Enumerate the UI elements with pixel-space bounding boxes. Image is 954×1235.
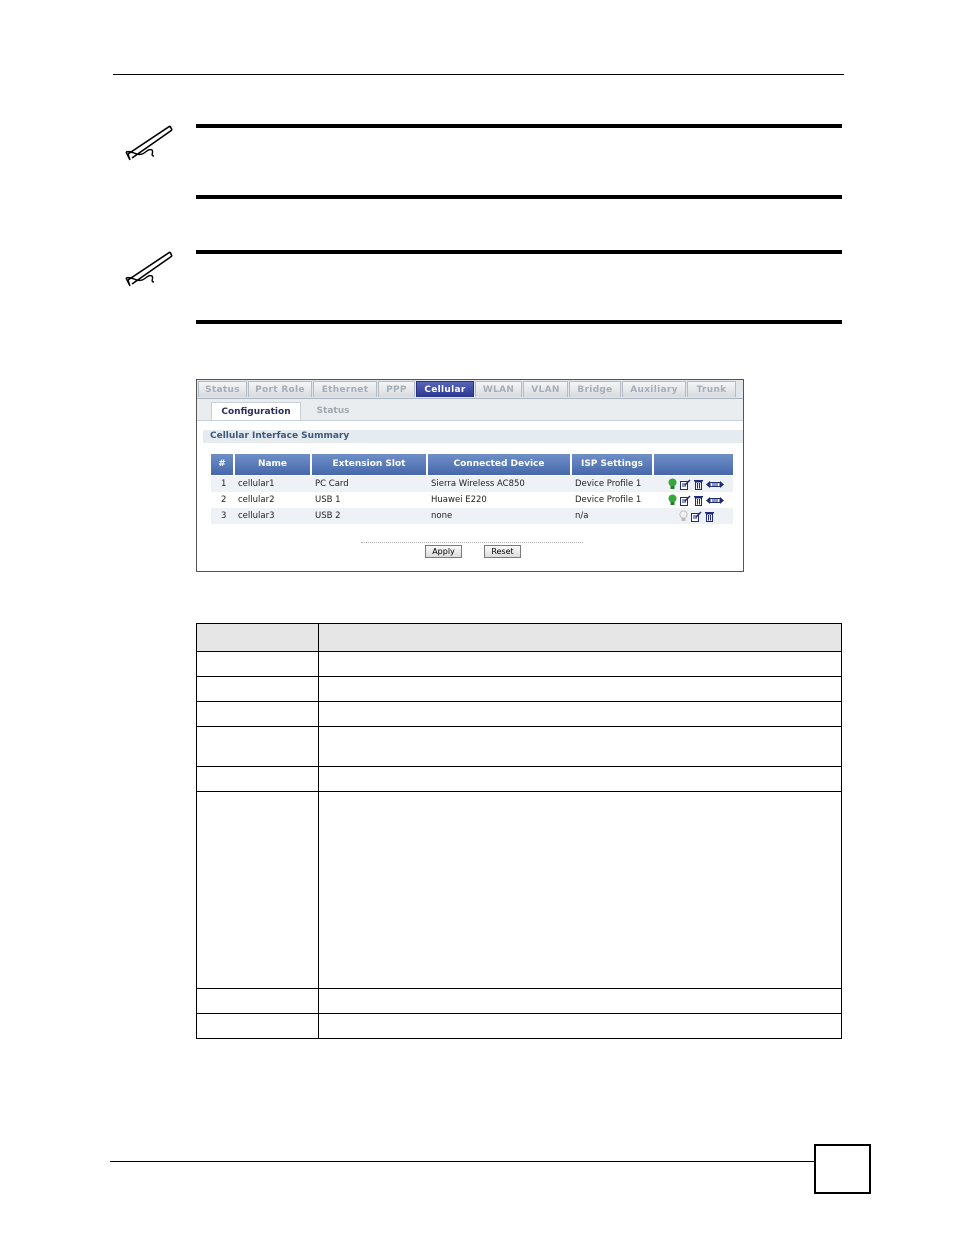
column-header-isp-settings: ISP Settings xyxy=(572,454,654,475)
tab-bridge[interactable]: Bridge xyxy=(569,381,621,397)
row-connected-device: Sierra Wireless AC850 xyxy=(431,479,525,489)
bulb-active-icon[interactable] xyxy=(668,478,677,490)
row-name: cellular2 xyxy=(238,495,275,505)
apply-button[interactable]: Apply xyxy=(425,545,462,558)
tab-auxiliary[interactable]: Auxiliary xyxy=(622,381,686,397)
table-cell xyxy=(197,677,319,702)
connect-icon[interactable] xyxy=(706,496,724,505)
table-cell xyxy=(197,1014,319,1039)
edit-icon[interactable] xyxy=(680,495,691,506)
note-bottom-rule xyxy=(196,320,842,324)
subtab-configuration[interactable]: Configuration xyxy=(211,402,301,420)
table-cell xyxy=(319,1014,842,1039)
page-number-box xyxy=(814,1144,871,1194)
row-actions xyxy=(668,478,724,490)
row-name: cellular3 xyxy=(238,511,275,521)
tab-wlan[interactable]: WLAN xyxy=(475,381,522,397)
delete-icon[interactable] xyxy=(694,479,703,490)
table-row xyxy=(197,702,842,727)
table-cell xyxy=(197,989,319,1014)
table-cell xyxy=(319,792,842,989)
row-connected-device: none xyxy=(431,511,453,521)
sub-tab-bar xyxy=(197,399,743,421)
row-number: 3 xyxy=(221,511,227,521)
note-bottom-rule xyxy=(196,195,842,199)
section-title: Cellular Interface Summary xyxy=(203,430,743,443)
table-cell xyxy=(319,727,842,767)
footer-rule xyxy=(110,1161,814,1162)
header-rule xyxy=(113,74,844,75)
table-cell xyxy=(319,767,842,792)
table-cell xyxy=(319,652,842,677)
row-extension-slot: PC Card xyxy=(315,479,349,489)
table-row xyxy=(211,492,733,508)
field-description-table xyxy=(196,623,842,1039)
table-cell xyxy=(197,624,319,652)
subtab-status[interactable]: Status xyxy=(316,406,350,416)
row-actions xyxy=(679,510,714,522)
tab-status[interactable]: Status xyxy=(198,381,247,397)
tab-port-role[interactable]: Port Role xyxy=(248,381,312,397)
column-header-extension-slot: Extension Slot xyxy=(312,454,428,475)
tab-cellular[interactable]: Cellular xyxy=(416,381,474,397)
table-cell xyxy=(197,767,319,792)
column-header-number: # xyxy=(211,454,235,475)
table-row xyxy=(197,652,842,677)
table-row xyxy=(197,989,842,1014)
row-connected-device: Huawei E220 xyxy=(431,495,487,505)
connect-icon[interactable] xyxy=(706,480,724,489)
table-row xyxy=(211,508,733,524)
row-isp-settings: Device Profile 1 xyxy=(575,479,642,489)
column-header-name: Name xyxy=(235,454,312,475)
tab-ppp[interactable]: PPP xyxy=(378,381,415,397)
row-extension-slot: USB 1 xyxy=(315,495,341,505)
row-number: 1 xyxy=(221,479,227,489)
note-pencil-icon xyxy=(124,122,176,162)
row-isp-settings: n/a xyxy=(575,511,589,521)
row-number: 2 xyxy=(221,495,227,505)
table-row xyxy=(197,677,842,702)
row-name: cellular1 xyxy=(238,479,275,489)
table-cell xyxy=(197,652,319,677)
table-row xyxy=(197,767,842,792)
row-extension-slot: USB 2 xyxy=(315,511,341,521)
table-header-row xyxy=(197,624,842,652)
row-isp-settings: Device Profile 1 xyxy=(575,495,642,505)
tab-bar xyxy=(197,380,743,399)
note-pencil-icon xyxy=(124,248,176,288)
table-cell xyxy=(319,624,842,652)
column-header-actions xyxy=(654,454,733,475)
button-divider xyxy=(361,542,583,543)
row-actions xyxy=(668,494,724,506)
table-row xyxy=(197,1014,842,1039)
bulb-active-icon[interactable] xyxy=(668,494,677,506)
table-row xyxy=(197,727,842,767)
tab-ethernet[interactable]: Ethernet xyxy=(313,381,377,397)
table-cell xyxy=(319,677,842,702)
delete-icon[interactable] xyxy=(694,495,703,506)
note-top-rule xyxy=(196,124,842,128)
edit-icon[interactable] xyxy=(680,479,691,490)
table-row xyxy=(197,792,842,989)
edit-icon[interactable] xyxy=(691,511,702,522)
reset-button[interactable]: Reset xyxy=(484,545,521,558)
table-cell xyxy=(197,702,319,727)
delete-icon[interactable] xyxy=(705,511,714,522)
table-cell xyxy=(319,989,842,1014)
table-cell xyxy=(319,702,842,727)
bulb-inactive-icon[interactable] xyxy=(679,510,688,522)
table-cell xyxy=(197,727,319,767)
table-cell xyxy=(197,792,319,989)
cellular-screenshot xyxy=(196,379,744,572)
note-top-rule xyxy=(196,250,842,254)
column-header-connected-device: Connected Device xyxy=(428,454,572,475)
tab-trunk[interactable]: Trunk xyxy=(687,381,736,397)
tab-vlan[interactable]: VLAN xyxy=(523,381,568,397)
table-row xyxy=(211,476,733,492)
